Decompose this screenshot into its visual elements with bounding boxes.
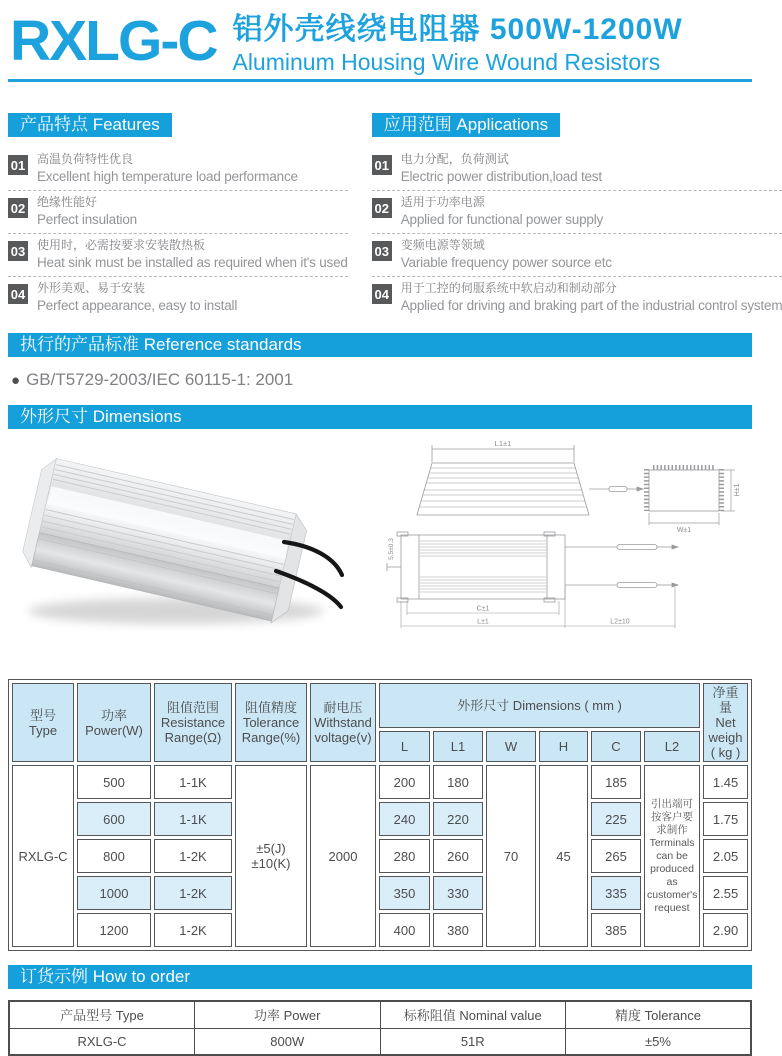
item-number-badge: 04 bbox=[8, 284, 28, 304]
item-number-badge: 04 bbox=[372, 284, 392, 304]
spec-header-C: C bbox=[591, 731, 641, 762]
dimensions-content bbox=[8, 435, 752, 652]
spec-cell: 1-2K bbox=[154, 913, 232, 947]
order-value-type: RXLG-C bbox=[9, 1028, 195, 1055]
features-applications-row bbox=[8, 113, 782, 319]
spec-cell: 220 bbox=[433, 802, 483, 836]
table-row bbox=[12, 876, 748, 910]
standards-text: GB/T5729-2003/IEC 60115-1: 2001 bbox=[26, 370, 294, 389]
spec-cell: 385 bbox=[591, 913, 641, 947]
applications-heading: 应用范围 Applications bbox=[372, 113, 560, 137]
spec-cell: 335 bbox=[591, 876, 641, 910]
spec-cell: 225 bbox=[591, 802, 641, 836]
spec-cell: 380 bbox=[433, 913, 483, 947]
header-zh: 耐电压 bbox=[323, 700, 363, 715]
spec-cell: 1-2K bbox=[154, 876, 232, 910]
spec-cell: 2.90 bbox=[703, 913, 748, 947]
spec-cell: 1.45 bbox=[703, 765, 748, 799]
order-header-tolerance: 精度 Tolerance bbox=[566, 1001, 752, 1028]
item-text-zh: 用于工控的伺服系统中软启动和制动部分 bbox=[400, 281, 617, 295]
features-section bbox=[8, 113, 348, 319]
header-unit: ( kg ) bbox=[710, 745, 741, 760]
spec-cell: 600 bbox=[77, 802, 151, 836]
cross-section-view bbox=[647, 468, 736, 526]
spec-header-tolerance bbox=[235, 683, 307, 762]
features-heading: 产品特点 Features bbox=[8, 113, 172, 137]
header-titles bbox=[232, 10, 682, 75]
header-zh: 阻值精度 bbox=[244, 700, 297, 715]
header-en: Power(W) bbox=[85, 722, 143, 738]
technical-drawings bbox=[387, 435, 752, 640]
header-en: Withstand voltage(v) bbox=[314, 715, 372, 745]
product-photo bbox=[8, 435, 353, 652]
spec-cell: 1-1K bbox=[154, 802, 232, 836]
spec-header-weight bbox=[703, 683, 748, 762]
applications-list bbox=[372, 148, 782, 319]
order-value-power: 800W bbox=[195, 1028, 381, 1055]
item-text-en: Excellent high temperature load performance bbox=[37, 169, 298, 184]
spec-header-W: W bbox=[486, 731, 536, 762]
spec-cell: 280 bbox=[379, 839, 430, 873]
spec-header-dimensions-group: 外形尺寸 Dimensions ( mm ) bbox=[379, 683, 700, 728]
item-text bbox=[37, 281, 237, 314]
table-row bbox=[12, 913, 748, 947]
spec-cell-l2-note bbox=[644, 765, 700, 947]
order-header-nominal: 标称阻值 Nominal value bbox=[380, 1001, 566, 1028]
item-text-zh: 外形美观、易于安装 bbox=[37, 281, 146, 295]
spec-cell: 260 bbox=[433, 839, 483, 873]
top-view bbox=[417, 445, 643, 515]
bullet-icon: ● bbox=[11, 372, 21, 389]
table-row bbox=[9, 1028, 751, 1055]
dim-label-c: C±1 bbox=[476, 605, 490, 613]
list-item bbox=[8, 191, 348, 234]
item-number-badge: 02 bbox=[372, 198, 392, 218]
item-text bbox=[37, 152, 298, 185]
spec-cell: 400 bbox=[379, 913, 430, 947]
list-item bbox=[372, 191, 782, 234]
item-text-zh: 绝缘性能好 bbox=[37, 195, 98, 209]
order-value-nominal: 51R bbox=[380, 1028, 566, 1055]
spec-cell: 180 bbox=[433, 765, 483, 799]
tolerance-line: ±5(J) bbox=[256, 841, 286, 856]
table-row bbox=[12, 839, 748, 873]
spec-cell-tolerance bbox=[235, 765, 307, 947]
item-text bbox=[401, 195, 603, 228]
header-zh: 型号 bbox=[29, 707, 56, 723]
model-name: RXLG-C bbox=[10, 9, 217, 73]
spec-header-L1: L1 bbox=[433, 731, 483, 762]
item-text-en: Applied for driving and braking part of the industrial control system bbox=[400, 298, 782, 313]
list-item bbox=[372, 234, 782, 277]
spec-cell-h: 45 bbox=[539, 765, 588, 947]
header-zh: 阻值范围 bbox=[166, 700, 219, 715]
order-value-tolerance: ±5% bbox=[566, 1028, 752, 1055]
list-item bbox=[8, 277, 348, 319]
item-number-badge: 01 bbox=[8, 155, 28, 175]
dim-label-w: W±1 bbox=[676, 527, 692, 534]
header-en: Type bbox=[28, 722, 58, 738]
standards-item bbox=[11, 370, 752, 390]
plan-view bbox=[387, 532, 678, 628]
order-header-power: 功率 Power bbox=[195, 1001, 381, 1028]
item-text-en: Variable frequency power source etc bbox=[400, 255, 612, 270]
item-text bbox=[401, 238, 612, 271]
item-text-en: Heat sink must be installed as required when it's used bbox=[37, 255, 348, 270]
spec-header-power bbox=[77, 683, 151, 762]
spec-cell: 330 bbox=[433, 876, 483, 910]
dim-label-h: H±1 bbox=[734, 483, 741, 497]
header-divider bbox=[8, 79, 752, 82]
item-text-en: Perfect insulation bbox=[37, 212, 137, 227]
item-text-zh: 高温负荷特性优良 bbox=[37, 152, 134, 166]
spec-cell: 1000 bbox=[77, 876, 151, 910]
dimensions-heading: 外形尺寸 Dimensions bbox=[8, 405, 752, 429]
product-photo-svg bbox=[8, 435, 353, 647]
item-number-badge: 01 bbox=[372, 155, 392, 175]
item-number-badge: 03 bbox=[372, 241, 392, 261]
item-text bbox=[37, 238, 348, 271]
order-table bbox=[8, 1000, 752, 1056]
header-en: Tolerance Range(%) bbox=[241, 715, 301, 745]
l2-note-en: Terminals can be produced as customer's request bbox=[647, 836, 698, 914]
spec-header-withstand bbox=[310, 683, 376, 762]
spec-cell: 200 bbox=[379, 765, 430, 799]
l2-note-zh: 引出端可按客户要求制作 bbox=[651, 797, 694, 836]
item-text bbox=[401, 152, 602, 185]
header-en: Resistance Range(Ω) bbox=[160, 715, 226, 745]
header-zh: 功率 bbox=[100, 707, 127, 723]
tolerance-line: ±10(K) bbox=[251, 856, 291, 871]
spec-cell: 350 bbox=[379, 876, 430, 910]
spec-cell: 240 bbox=[379, 802, 430, 836]
spec-cell: 1200 bbox=[77, 913, 151, 947]
spec-cell: 1-1K bbox=[154, 765, 232, 799]
list-item bbox=[8, 234, 348, 277]
item-text-en: Perfect appearance, easy to install bbox=[37, 298, 238, 313]
order-header-type: 产品型号 Type bbox=[9, 1001, 195, 1028]
title-english: Aluminum Housing Wire Wound Resistors bbox=[232, 49, 661, 75]
item-text-zh: 变频电源等领域 bbox=[400, 238, 485, 252]
spec-cell-w: 70 bbox=[486, 765, 536, 947]
dim-label-l2: L2±10 bbox=[610, 618, 630, 626]
title-chinese: 铝外壳线绕电阻器 500W-1200W bbox=[232, 13, 683, 46]
dimension-drawing-svg bbox=[387, 435, 749, 635]
table-row bbox=[9, 1001, 751, 1028]
item-text-en: Electric power distribution,load test bbox=[400, 169, 602, 184]
applications-section bbox=[372, 113, 782, 319]
item-text-zh: 使用时，必需按要求安装散热板 bbox=[37, 238, 206, 252]
page-header bbox=[8, 8, 752, 75]
spec-cell: 2.55 bbox=[703, 876, 748, 910]
spec-header-L2: L2 bbox=[644, 731, 700, 762]
list-item bbox=[372, 148, 782, 191]
order-heading: 订货示例 How to order bbox=[8, 965, 752, 989]
standards-heading: 执行的产品标准 Reference standards bbox=[8, 333, 752, 357]
spec-cell: 500 bbox=[77, 765, 151, 799]
dim-label-l1: L1±1 bbox=[494, 439, 512, 448]
spec-header-type bbox=[12, 683, 74, 762]
item-text-zh: 适用于功率电源 bbox=[400, 195, 485, 209]
list-item bbox=[372, 277, 782, 319]
header-en: Net weigh bbox=[708, 715, 743, 745]
spec-cell-type: RXLG-C bbox=[12, 765, 74, 947]
spec-cell: 800 bbox=[77, 839, 151, 873]
spec-header-resistance bbox=[154, 683, 232, 762]
features-list bbox=[8, 148, 348, 319]
dim-label-hole: 5.5±0.3 bbox=[388, 538, 395, 560]
spec-cell: 265 bbox=[591, 839, 641, 873]
item-text-zh: 电力分配，负荷测试 bbox=[400, 152, 509, 166]
item-text bbox=[37, 195, 137, 228]
spec-cell-withstand: 2000 bbox=[310, 765, 376, 947]
table-row bbox=[12, 765, 748, 799]
item-number-badge: 03 bbox=[8, 241, 28, 261]
spec-cell: 2.05 bbox=[703, 839, 748, 873]
spec-table bbox=[8, 679, 752, 951]
spec-cell: 1-2K bbox=[154, 839, 232, 873]
item-text-en: Applied for functional power supply bbox=[400, 212, 604, 227]
spec-header-L: L bbox=[379, 731, 430, 762]
spec-header-H: H bbox=[539, 731, 588, 762]
item-text bbox=[401, 281, 782, 314]
header-zh: 净重量 bbox=[712, 685, 739, 715]
item-number-badge: 02 bbox=[8, 198, 28, 218]
table-row bbox=[12, 802, 748, 836]
spec-cell: 185 bbox=[591, 765, 641, 799]
spec-cell: 1.75 bbox=[703, 802, 748, 836]
dim-label-l: L±1 bbox=[477, 618, 489, 626]
list-item bbox=[8, 148, 348, 191]
